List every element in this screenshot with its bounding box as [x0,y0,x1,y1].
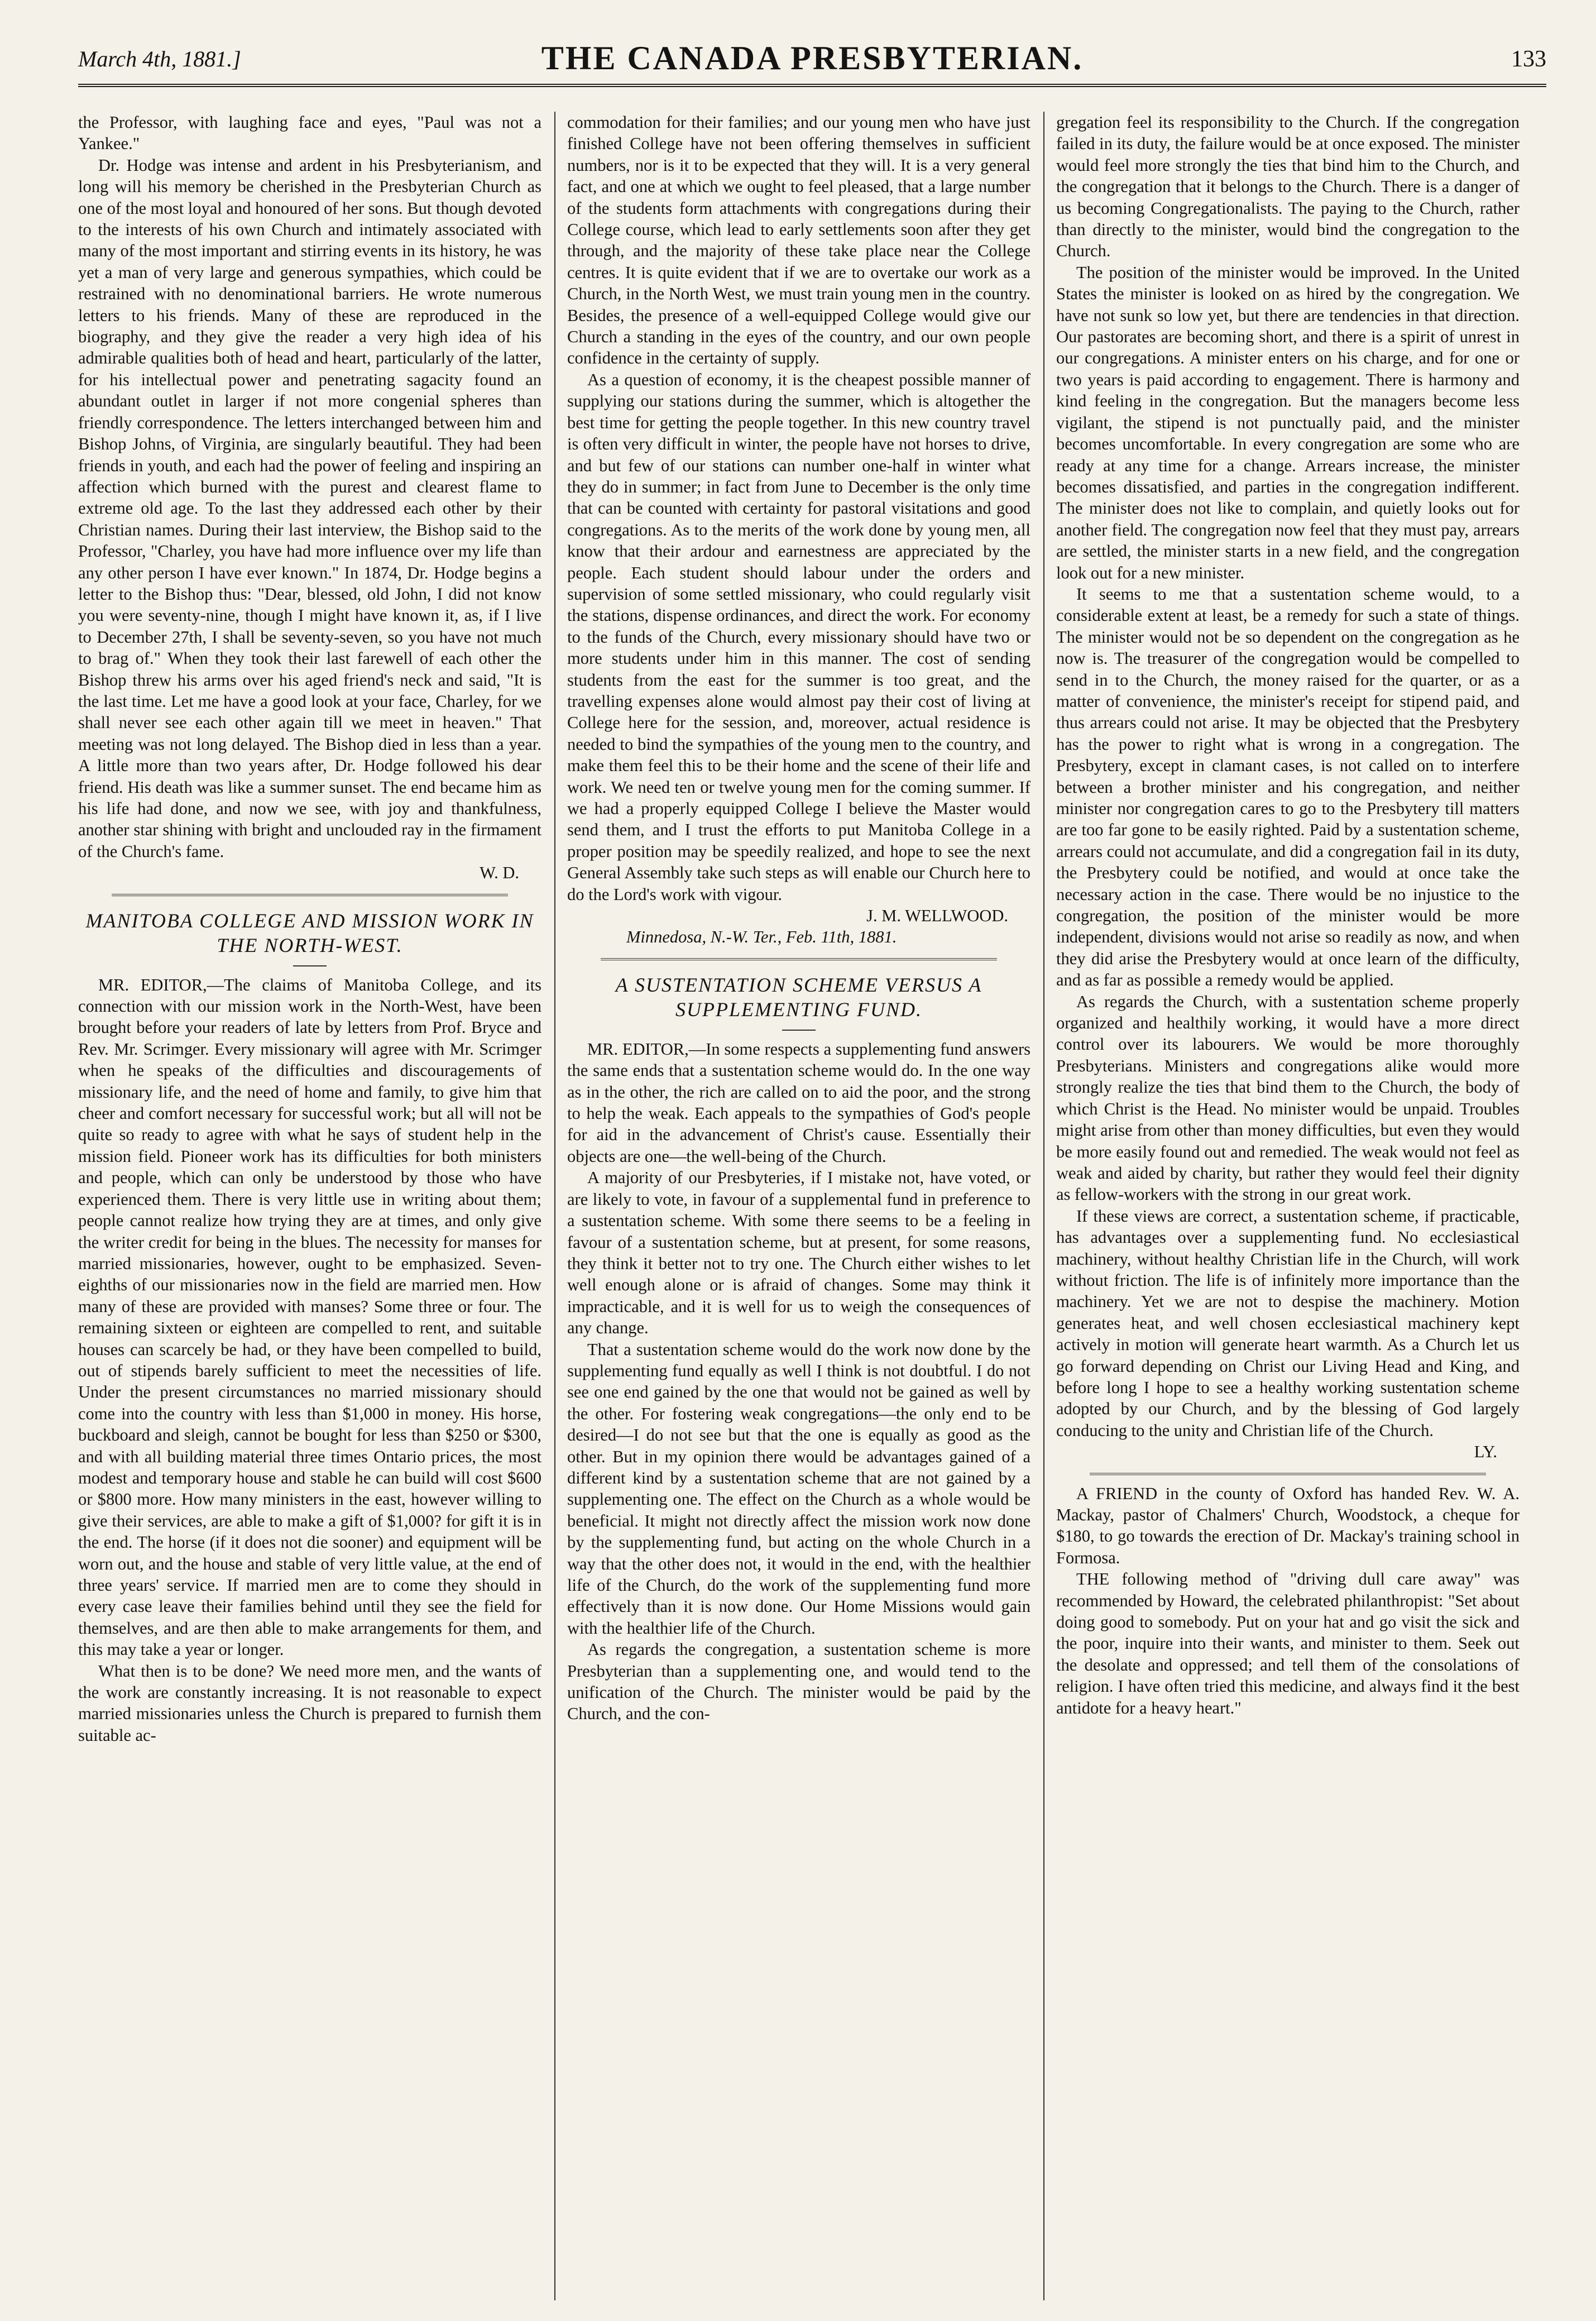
article-paragraph: That a sustentation scheme would do the work now done by the supplementing fund equally as well I think is not doubtful. I do not see one end gained by the one that would not be gained as well by the other. For fostering weak congregations—the only end to be desired—I do not see but that the one is equally as good as the other. But in my opinion there would be advantages gained of a different kind by a sustentation scheme that are not gained by a supplementing one. The effect on the Church as a whole would be beneficial. It might not directly affect the mission work now done by the supplementing fund, but acting on the whole Church in a way that the other does not, it would in the end, with the healthier life of the Church, do the work of the supplementing fund more effectively than it is now done. Our Home Missions would gain with the healthier life of the Church. [567,1339,1031,1638]
article-paragraph: MR. EDITOR,—In some respects a supplementing fund answers the same ends that a sustentation scheme would do. In the one way as in the other, the rich are called on to aid the poor, and the strong to help the weak. Each appeals to the sympathies of God's people for aid in the advancement of Christ's cause. Essentially their objects are one—the well-being of the Church. [567,1039,1031,1166]
column-rule-left [554,112,555,2300]
article-heading: A SUSTENTATION SCHEME VERSUS A SUPPLEMENTING FUND. [615,973,982,1021]
article-paragraph: commodation for their families; and our young men who have just finished College have not been offering themselves in sufficient numbers, nor is it to be expected that they will. It is a very general fact, and one at which we ought to feel pleased, that a large number of the students form attachments with congregations during their College course, which lead to early settlements soon after they get through, and the majority of these take place near the College centres. It is quite evident that if we are to overtake our work as a Church, in the North West, we must train young men in the country. Besides, the presence of a well-equipped College would give our Church a standing in the eyes of the country, and our own people confidence in the certainty of supply. [567,113,1031,368]
article-paragraph: What then is to be done? We need more men, and the wants of the work are constantly increasing. It is not reasonable to expect married missionaries unless the Church is prepared to furnish them suitable ac- [78,1661,541,1745]
column-1 [78,112,541,2300]
article-paragraph: gregation feel its responsibility to the Church. If the congregation failed in its duty, the failure would be at once exposed. The minister would feel more strongly the ties that bind him to the Church, and the congregation that it belongs to the Church. There is a danger of us becoming Congregationalists. The paying to the Church, rather than directly to the minister, would bind the congregation to the Church. [1056,113,1520,261]
issue-date: March 4th, 1881.] [78,46,241,71]
article-paragraph: It seems to me that a sustentation scheme would, to a considerable extent at least, be a remedy for such a state of things. The minister would not be so dependent on the congregation as he now is. The treasurer of the congregation would be compelled to send in to the Church, the money raised for the quarter, or as a matter of convenience, the minister's receipt for stipend paid, and thus arrears could not arise. It may be objected that the Presbytery has the power to right what is wrong in a congregation. The Presbytery, except in clamant cases, is not called on to interfere between a brother minister and his congregation, and neither minister nor congregation cares to go to the Presbytery till matters are too far gone to be easily righted. Paid by a sustentation scheme, arrears could not accumulate, and did a congregation fail in its duty, the Presbytery could be notified, and would at once take the necessary action in the case. There would be no injustice to the congregation, the position of the minister would be more independent, divisions would not arise so readily as now, and when they did arise the Presbytery would at once learn of the difficulty, and as far as possible a remedy would be applied. [1056,584,1520,990]
signature: LY. [1474,1442,1497,1462]
news-paragraph: THE following method of "driving dull care away" was recommended by Howard, the celebrated philanthropist: "Set about doing good to somebody. Put on your hat and go visit the sick and the poor, inquire into their wants, and minister to them. Seek out the desolate and oppressed; and tell them of the consolations of religion. I have often tried this medicine, and always find it the best antidote for a heavy heart." [1056,1569,1520,1717]
column-3 [1056,112,1520,2300]
page-number: 133 [1511,46,1546,72]
section-divider [112,894,508,896]
article-paragraph: As regards the congregation, a sustentation scheme is more Presbyterian than a supplementing one, and would tend to the unification of the Church. The minister would be paid by the Church, and the con- [567,1640,1031,1724]
section-divider [601,958,997,960]
heading-rule [293,965,327,966]
heading-rule [782,1030,816,1031]
article-paragraph: the Professor, with laughing face and eyes, "Paul was not a Yankee." [78,113,541,154]
dateline: Minnedosa, N.-W. Ter., Feb. 11th, 1881. [626,927,897,947]
news-paragraph: A FRIEND in the county of Oxford has handed Rev. W. A. Mackay, pastor of Chalmers' Church, Woodstock, a cheque for $180, to go towards the erection of Dr. Mackay's training school in Formosa. [1056,1483,1520,1567]
signature: W. D. [480,863,519,883]
newspaper-title: THE CANADA PRESBYTERIAN. [541,40,1084,76]
masthead [78,34,1546,87]
article-paragraph: The position of the minister would be improved. In the United States the minister is looked on as hired by the congregation. We have not sunk so low yet, but there are tendencies in that direction. Our pastorates are becoming short, and there is a spirit of unrest in our congregations. A minister enters on his charge, and for one or two years is paid according to engagement. There is harmony and kind feeling in the congregation. But the managers become less vigilant, the stipend is not punctually paid, and the minister becomes uncomfortable. In every congregation are some who are ready at any time for a change. Arrears increase, the minister becomes dissatisfied, and parties in the congregation indifferent. The minister does not like to complain, and quietly looks out for another field. The congregation now feel that they must pay, arrears are settled, the minister starts in a new field, and the congregation look out for a new minister. [1056,262,1520,582]
section-divider [1090,1473,1486,1475]
signature: J. M. WELLWOOD. [866,906,1008,926]
article-paragraph: A majority of our Presbyteries, if I mistake not, have voted, or are likely to vote, in favour of a supplemental fund in preference to a sustentation scheme. With some there seems to be a feeling in favour of a sustentation scheme, but at present, for some reasons, they think it better not to try one. The Church either wishes to let well enough alone or is afraid of changes. Some may think it impracticable, and it is well for us to weigh the consequences of any change. [567,1168,1031,1338]
article-paragraph: Dr. Hodge was intense and ardent in his Presbyterianism, and long will his memory be cherished in the Presbyterian Church as one of the most loyal and honoured of her sons. But though devoted to the interests of his own Church and intimately associated with many of the most important and stirring events in its history, he was yet a man of very large and generous sympathies, which could be restrained with no denominational barriers. He wrote numerous letters to his friends. Many of these are reproduced in the biography, and they give the reader a very high idea of his admirable qualities both of head and heart, particularly of the latter, for his intellectual power and penetrating sagacity found an abundant outlet in larger if not more congenial spheres than friendly correspondence. The letters interchanged between him and Bishop Johns, of Virginia, are singularly beautiful. They had been friends in youth, and each had the power of feeling and inspiring an affection which burned with the purest and clearest flame to extreme old age. To the last they addressed each other by their Christian names. During their last interview, the Bishop said to the Professor, "Charley, you have had more influence over my life than any other person I have ever known." In 1874, Dr. Hodge begins a letter to the Bishop thus: "Dear, blessed, old John, I did not know you were seventy-nine, though I might have known it, as, if I live to December 27th, I shall be seventy-seven, so you have not much to brag of." When they took their last farewell of each other the Bishop threw his arms over his aged friend's neck and said, "It is the last time. Let me have a good look at your face, Charley, for we shall never see each other again till we meet in heaven." That meeting was not long delayed. The Bishop died in less than a year. A little more than two years after, Dr. Hodge followed his dear friend. His death was like a summer sunset. The end became him as his life had done, and now we see, with joy and thankfulness, another star shining with bright and unclouded ray in the firmament of the Church's fame. [78,155,541,861]
article-paragraph: As a question of economy, it is the cheapest possible manner of supplying our stations during the summer, which is altogether the best time for getting the people together. In this new country travel is often very difficult in winter, the people have not horses to drive, and but few of our stations can number one-half in winter what they do in summer; in fact from June to December is the only time that can be counted with certainty for pastoral visitations and good congregations. As to the merits of the work done by young men, all know that their ardour and earnestness are appreciated by the people. Each student should labour under the orders and supervision of some settled missionary, who could regularly visit the stations, dispense ordinances, and direct the work. For economy to the funds of the Church, every missionary should have two or more students under him in this manner. The cost of sending students from the east for the summer is too great, and the travelling expenses alone would almost pay their cost of living at College here for the session, and, moreover, actual residence is needed to bind the sympathies of the young men to the country, and make them feel this to be their home and the scene of their life and work. We need ten or twelve young men for the coming summer. If we had a properly equipped College I believe the Master would send them, and I trust the efforts to put Manitoba College in a proper position may be speedily realized, and hope to see the next General Assembly take such steps as will enable our Church here to do the Lord's work with vigour. [567,370,1031,904]
article-paragraph: If these views are correct, a sustentation scheme, if practicable, has advantages over a supplementing fund. No ecclesiastical machinery, without healthy Christian life in the Church, will work without friction. The life is of infinitely more importance than the machinery. Yet we are not to despise the machinery. Motion generates heat, and well chosen ecclesiastical machinery kept actively in motion will generate heart warmth. As a Church let us go forward depending on Christ our Living Head and King, and before long I hope to see a healthy working sustentation scheme adopted by our Church, and by the blessing of God largely conducing to the unity and Christian life of the Church. [1056,1206,1520,1440]
article-paragraph: MR. EDITOR,—The claims of Manitoba College, and its connection with our mission work in the North-West, have been brought before your readers of late by letters from Prof. Bryce and Rev. Mr. Scrimger. Every missionary will agree with Mr. Scrimger when he speaks of the difficulties and discouragements of missionary life, and the need of home and family, to give him that cheer and comfort necessary for successful work; but all will not be quite so ready to agree with what he says of student help in the mission field. Pioneer work has its difficulties for both ministers and people, which can only be understood by those who have experienced them. There is very little use in writing about them; people cannot realize how trying they are at times, and only give the writer credit for being in the blues. The necessity for manses for married missionaries, however, ought to be emphasized. Seven-eighths of our missionaries now in the field are married men. How many of these are provided with manses? Some three or four. The remaining sixteen or eighteen are compelled to rent, and suitable houses can scarcely be had, or they have been compelled to build, out of stipends barely sufficient to meet the necessities of life. Under the present circumstances no married missionary should come into the country with less than $1,000 in money. His horse, buckboard and sleigh, cannot be bought for less than $250 or $300, and with all building material three times Ontario prices, the most modest and temporary house and stable he can build will cost $600 or $800 more. How many ministers in the east, however willing to give their services, are able to make a gift of $1,000? for gift it is in the end. The horse (if it does not die sooner) and equipment will be worn out, and the house and stable of very little value, at the end of three years' service. If married men are to come they should in every case leave their families behind until they see the field for themselves, and are then able to make arrangements for them, and this may take a year or longer. [78,975,541,1659]
article-heading: MANITOBA COLLEGE AND MISSION WORK IN THE NORTH-WEST. [85,909,534,956]
column-2 [567,112,1031,2300]
column-rule-right [1043,112,1044,2300]
article-paragraph: As regards the Church, with a sustentation scheme properly organized and healthily working, it would have a more direct control over its labourers. We would be more thoroughly Presbyterians. Ministers and congregations alike would more strongly realize the ties that bind them to the Church, the body of which Christ is the Head. No minister would be unpaid. Troubles might arise from other than money difficulties, but even they would be more easily found out and remedied. The weak would not feel as weak and aided by charity, but rather they would feel their dignity as fellow-workers with the strong in our great work. [1056,992,1520,1204]
